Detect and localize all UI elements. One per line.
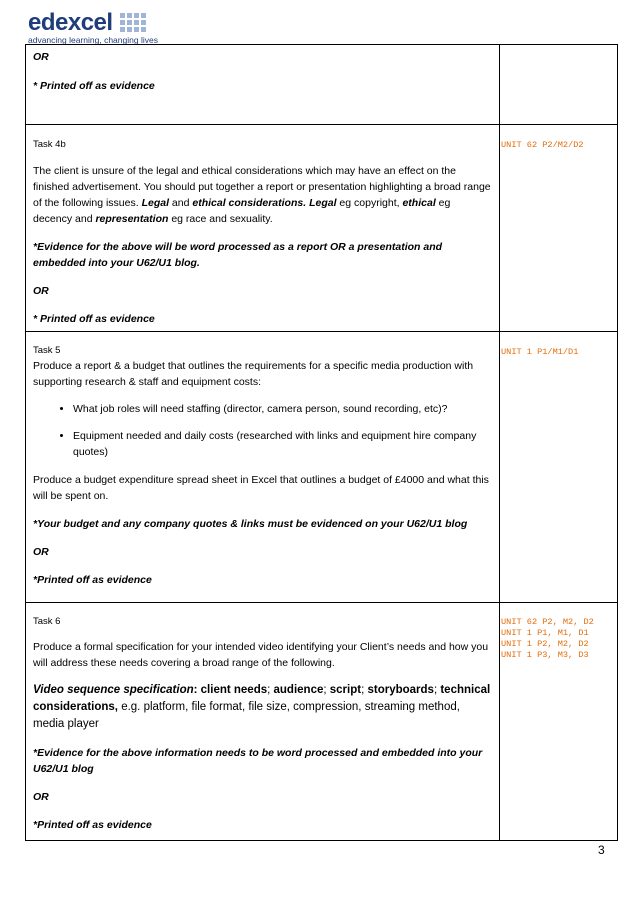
or-text: OR <box>33 51 49 63</box>
or-text: OR <box>33 790 49 803</box>
text: eg copyright, <box>336 197 403 209</box>
budget-text: Produce a budget expenditure spread sheet in Excel that outlines a budget of £4000 and what this will be spent on. <box>33 474 489 502</box>
or-text: OR <box>33 285 49 297</box>
logo-word: edexcel <box>28 9 113 36</box>
specification-text <box>33 682 491 733</box>
text: eg race and sexuality. <box>168 213 273 225</box>
table-row <box>26 332 618 603</box>
assignment-table <box>25 44 618 841</box>
task-description: Produce a report & a budget that outlines the requirements for a specific media production with supporting research & staff and equipment costs: <box>33 360 474 388</box>
text: Video sequence specification <box>33 684 194 696</box>
text: ethical <box>402 197 436 209</box>
text: and <box>169 197 193 209</box>
unit-reference: UNIT 1 P2, M2, D2 <box>501 639 589 649</box>
unit-reference: UNIT 62 P2/M2/D2 <box>501 140 584 150</box>
text: ; <box>323 684 330 696</box>
task-title: Task 4b <box>33 139 66 150</box>
evidence-text: *Evidence for the above information needs to be word processed and embedded into your U62/U1 blog <box>33 746 483 775</box>
units-cell <box>500 125 618 332</box>
requirements-list <box>33 401 491 460</box>
task-description: Produce a formal specification for your intended video identifying your Client’s needs and how you will address these needs covering a broad range of the following. <box>33 641 489 669</box>
logo-dot-grid-icon <box>120 13 146 33</box>
printed-evidence-text: *Printed off as evidence <box>33 818 152 831</box>
text: Legal <box>141 197 169 209</box>
or-text: OR <box>33 546 49 558</box>
text: ethical considerations. <box>192 197 307 209</box>
printed-evidence-text: *Printed off as evidence <box>33 574 152 586</box>
text: eg decency and <box>33 197 451 225</box>
task-title: Task 6 <box>33 616 61 627</box>
text: storyboards <box>367 684 434 696</box>
text: script <box>329 684 362 696</box>
text: ; <box>267 684 274 696</box>
table-row <box>26 45 618 125</box>
task-cell <box>26 603 500 841</box>
page-number: 3 <box>598 843 605 857</box>
text: : <box>193 684 201 696</box>
printed-evidence-text: * Printed off as evidence <box>33 313 155 325</box>
text: ; <box>361 684 368 696</box>
task-title: Task 5 <box>33 345 61 356</box>
logo-tagline: advancing learning, changing lives <box>28 35 158 45</box>
evidence-text: *Evidence for the above will be word processed as a report OR a presentation and embedded into your U62/U1 blog. <box>33 241 443 269</box>
text: e.g. platform, file format, file size, compression, streaming method, media player <box>33 701 460 730</box>
units-cell <box>500 332 618 603</box>
unit-reference: UNIT 1 P3, M3, D3 <box>501 650 589 660</box>
table-row <box>26 603 618 841</box>
text: ; <box>433 684 441 696</box>
text: The client is unsure of the legal and ethical considerations which may have an effect on the finished advertisement. You should put together a report or presentation highlighting a broad range of the following issues. <box>33 165 491 209</box>
task-cell <box>26 45 500 125</box>
units-cell <box>500 603 618 841</box>
list-item: • Equipment needed and daily costs (researched with links and equipment hire company quotes) <box>73 428 491 460</box>
edexcel-logo <box>28 10 158 46</box>
evidence-text: *Your budget and any company quotes & links must be evidenced on your U62/U1 blog <box>33 518 468 530</box>
text: client needs <box>200 684 268 696</box>
task-description <box>33 163 491 227</box>
task-cell <box>26 332 500 603</box>
list-item: • What job roles will need staffing (director, camera person, sound recording, etc)? <box>73 401 491 417</box>
units-cell <box>500 45 618 125</box>
text: audience <box>273 684 324 696</box>
text: Legal <box>309 197 337 209</box>
unit-reference: UNIT 62 P2, M2, D2 <box>501 617 594 627</box>
table-row <box>26 125 618 332</box>
text: technical considerations, <box>33 684 491 713</box>
printed-evidence-text: * Printed off as evidence <box>33 80 155 92</box>
text: representation <box>95 213 169 225</box>
unit-reference: UNIT 1 P1, M1, D1 <box>501 628 589 638</box>
task-cell <box>26 125 500 332</box>
unit-reference: UNIT 1 P1/M1/D1 <box>501 347 579 357</box>
